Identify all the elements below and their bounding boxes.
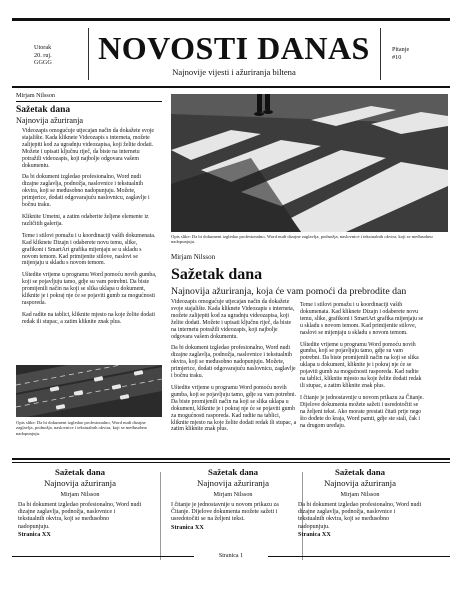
crosswalk-image <box>171 94 448 232</box>
left-article-body <box>22 128 158 331</box>
left-article-paragraph: Kliknite Umetni, a zatim odaberite željene elemente iz različitih galerija. <box>22 213 149 227</box>
left-article-paragraph: Da bi dokument izgledao profesionalno, Word nudi dizajne zaglavlja, podnožja, naslovnice i tekstualnih okvira, koji se međusobno nadopunjuju. Možete, primjerice, dodati odgovarajuću naslovnicu, zaglavlje i bočnu traku. <box>22 174 150 209</box>
masthead-date: 20. ruj. <box>34 51 52 59</box>
main-article-subhead: Najnovija ažuriranja, koja će vam pomoći da prebrodite dan <box>171 286 407 297</box>
masthead-bottom-rule <box>12 86 450 88</box>
masthead-day: Utorak <box>34 44 52 51</box>
bottom-article-headline: Sažetak dana <box>54 467 106 477</box>
masthead-date-block <box>34 44 80 67</box>
main-article-headline: Sažetak dana <box>171 266 263 283</box>
masthead-issue-block <box>392 46 432 61</box>
left-article-headline: Sažetak dana <box>16 105 71 115</box>
crosswalk-image-caption: Opis slike: Da bi dokument izgledao profesionalno, Word nudi dizajne zaglavlja, podnožja, naslovnice i tekstualnih okvira, koji se međusobno nadopunjuju. <box>171 234 433 245</box>
main-article-author: Mirjam Nilsson <box>171 253 216 261</box>
left-article-paragraph: Teme i stilovi pomažu i u koordinaciji vaših dokumenata. Kad kliknete Dizajn i odaberete novu temu, slike, grafikoni i SmartArt grafika mijenjaju se u skladu s novom temom. Kad primijenite stilove, naslovi se mijenjaju u skladu s novom temom. <box>22 232 156 267</box>
bottom-article-subhead: Najnovija ažuriranja <box>196 478 270 488</box>
left-article-author: Mirjam Nilsson <box>16 92 56 99</box>
left-article-paragraph: Kad radite na tablici, kliknite mjesto na koje želite dodati redak ili stupac, a zatim kliknite znak plus. <box>22 311 155 325</box>
aerial-road-image <box>16 365 162 417</box>
main-article-paragraph: I čitanje je jednostavnije u novom prikazu za Čitanje. Dijelove dokumenta možete sažeti i usredotočiti se na željeni tekst. Ako morate prestati čitati prije nego što dođete do kraja, Word pamti, gdje ste stali, čak i na drugom uređaju. <box>300 394 424 429</box>
main-article-paragraph: Videozapis omogućuje utjecajan način da dokažete svoje stajalište. Kada kliknete Videozapis s interneta, možete zalijepiti kod za ugradnju videozapisa, koji želite dodati. Možete i upisati ključnu riječ, da biste na internetu potražili videozapis, koji najbolje odgovara vašem dokumentu. <box>171 299 295 340</box>
bottom-article-body: Da bi dokument izgledao profesionalno, Word nudi dizajne zaglavlja, podnožja, naslovnice i tekstualnih okvira, koji se međusobno nadopunjuju. <box>18 502 142 530</box>
bottom-column-divider <box>160 472 161 560</box>
main-article-column-1 <box>171 299 297 438</box>
bottom-article-continued: Stranica XX <box>298 530 331 538</box>
masthead-issue-label: Pitanje <box>392 46 410 53</box>
masthead-top-rule <box>12 18 450 21</box>
main-article-column-2 <box>300 302 424 434</box>
bottom-article-2 <box>171 467 295 531</box>
masthead-year: GGGG <box>34 59 52 67</box>
bottom-band-rule-thin <box>12 462 450 463</box>
bottom-article-1 <box>18 467 142 538</box>
aerial-image-caption: Opis slike: Da bi dokument izgledao profesionalno, Word nudi dizajne zaglavlja, podnožja, naslovnice i tekstualnih okvira, koji se međusobno nadopunjuju. <box>16 420 148 436</box>
main-article-paragraph: Teme i stilovi pomažu i u koordinaciji vaših dokumenata. Kad kliknete Dizajn i odaberete novu temu, slike, grafikoni i SmartArt grafika mijenjaju se u skladu s novom temom. Kad primijenite stilove, naslovi se mijenjaju u skladu s novom temom. <box>300 302 424 336</box>
bottom-article-continued: Stranica XX <box>18 530 51 538</box>
left-article-paragraph: Videozapis omogućuje utjecajan način da dokažete svoje stajalište. Kada kliknete Videozapis s interneta, možete zalijepiti kod za ugradnju videozapisa, koji želite dodati. Možete i upisati ključnu riječ, da biste na internetu potražili videozapis, koji najbolje odgovara vašem dokumentu. <box>22 128 154 169</box>
footer-page-number: Stranica 1 <box>218 553 244 559</box>
bottom-article-headline: Sažetak dana <box>207 467 259 477</box>
masthead-subtitle: Najnovije vijesti i ažuriranja biltena <box>172 67 296 77</box>
bottom-article-author: Mirjam Nilsson <box>213 491 253 498</box>
bottom-article-body: Da bi dokument izgledao profesionalno, Word nudi dizajne zaglavlja, podnožja, naslovnice i tekstualnih okvira, koji se međusobno nadopunjuju. <box>298 502 422 530</box>
bottom-article-subhead: Najnovija ažuriranja <box>323 478 397 488</box>
bottom-article-author: Mirjam Nilsson <box>340 491 380 498</box>
crosswalk-illustration <box>171 94 448 232</box>
footer-rule-right <box>268 556 450 557</box>
main-article-paragraph: Da bi dokument izgledao profesionalno, Word nudi dizajne zaglavlja, podnožja, naslovnice i tekstualnih okvira, koji se međusobno nadopunjuju. Možete, primjerice, dodati odgovarajuću naslovnicu, zaglavlje i bočnu traku. <box>171 345 296 380</box>
bottom-band-rule <box>12 458 450 460</box>
bottom-article-3 <box>298 467 422 538</box>
left-article-paragraph: Uštedite vrijeme u programu Word pomoću novih gumba, koji se pojavljuju tamo, gdje su vam potrebni. Da biste promijenili način na koji se slika uklapa u dokument, kliknite je i pokraj nje će se pojaviti gumb za mogućnosti rasporeda. <box>22 272 157 306</box>
masthead-issue-number: #10 <box>392 53 402 61</box>
masthead-title: NOVOSTI DANAS <box>98 30 370 66</box>
bottom-article-continued: Stranica XX <box>171 523 204 531</box>
bottom-article-subhead: Najnovija ažuriranja <box>43 478 117 488</box>
left-article-header <box>16 92 162 132</box>
footer-rule-left <box>12 556 194 557</box>
left-article-subhead: Najnovija ažuriranja <box>16 116 84 125</box>
bottom-article-author: Mirjam Nilsson <box>60 491 100 498</box>
masthead-divider-left <box>88 28 89 80</box>
bottom-article-headline: Sažetak dana <box>334 467 386 477</box>
bottom-article-body: I čitanje je jednostavnije u novom prikazu za Čitanje. Dijelove dokumenta možete sažeti i usredotočiti se na željeni tekst. <box>171 502 279 523</box>
left-article-rule <box>16 101 162 102</box>
main-article-paragraph: Uštedite vrijeme u programu Word pomoću novih gumba, koji se pojavljuju tamo, gdje su vam potrebni. Da biste promijenili način na koji se slika uklapa u dokument, kliknite je i pokraj nje će se pojaviti gumb za mogućnosti rasporeda. Kad radite na tablici, kliknite mjesto na koje želite dodati redak ili stupac, a zatim kliknite znak plus. <box>300 341 422 389</box>
aerial-road-illustration <box>16 365 162 417</box>
main-article-paragraph: Uštedite vrijeme u programu Word pomoću novih gumba, koji se pojavljuju tamo, gdje su vam potrebni. Da biste promijenili način na koji se slika uklapa u dokument, kliknite je i pokraj nje će se pojaviti gumb za mogućnosti rasporeda. Kad radite na tablici, kliknite mjesto na koje želite dodati redak ili stupac, a zatim kliknite znak plus. <box>171 384 297 433</box>
masthead-divider-right <box>380 28 381 80</box>
